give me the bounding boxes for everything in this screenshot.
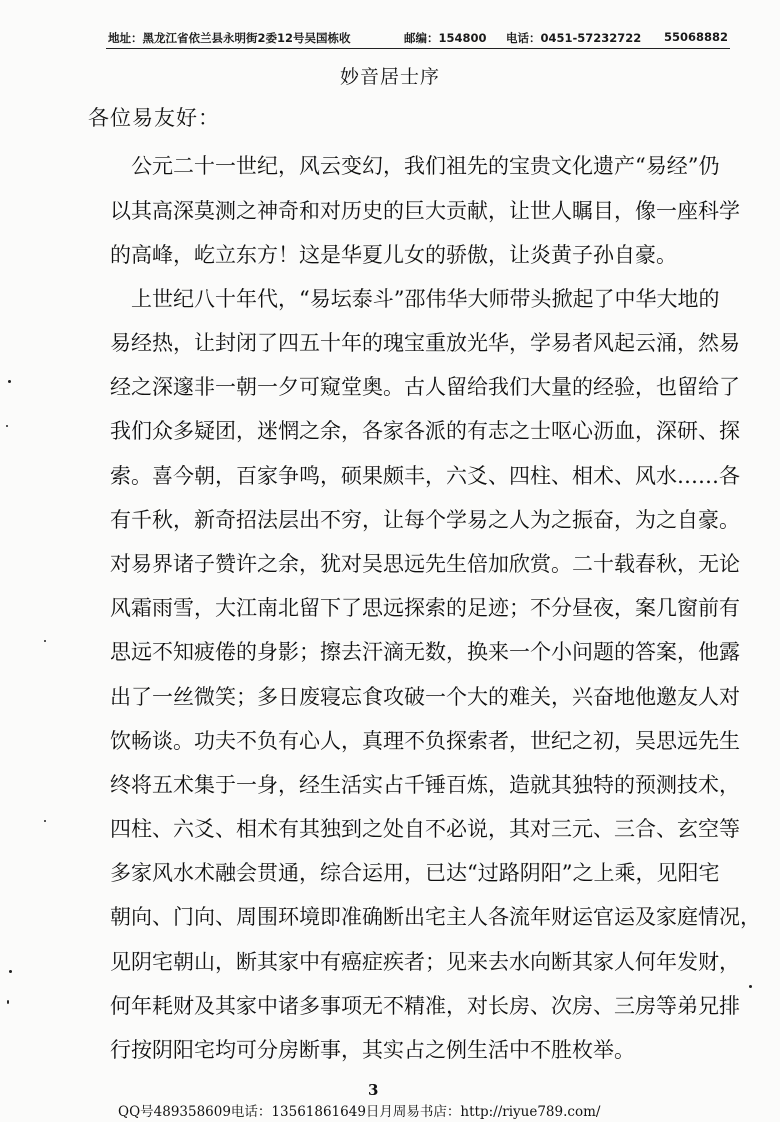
page-number: 3: [368, 1081, 379, 1099]
page-title: 妙音居士序: [339, 66, 440, 88]
body-line: 的高峰，屹立东方！这是华夏儿女的骄傲，让炎黄子孙自豪。: [110, 243, 677, 267]
header-phone: 电话：0451-57232722: [506, 31, 642, 45]
footer-watermark: QQ号489358609电话：13561861649日月周易书店：http://riyue789.com/: [118, 1104, 601, 1120]
scan-speck: [44, 640, 46, 642]
scan-speck: [8, 380, 11, 383]
body-line: 有千秋，新奇招法层出不穷，让每个学易之人为之振奋，为之自豪。: [110, 508, 740, 532]
scan-speck: [9, 970, 12, 973]
body-line: 以其高深莫测之神奇和对历史的巨大贡献，让世人瞩目，像一座科学: [110, 199, 740, 223]
body-line: 见阴宅朝山，断其家中有癌症疾者；见来去水向断其家人何年发财，: [110, 950, 740, 974]
header-address: 地址：黑龙江省依兰县永明街2委12号吴国栋收: [108, 31, 351, 45]
body-line: 思远不知疲倦的身影；擦去汗滴无数，换来一个小问题的答案，他露: [110, 640, 740, 664]
body-line: 终将五术集于一身，经生活实占千锤百炼，造就其独特的预测技术，: [110, 773, 740, 797]
header-divider: [106, 48, 730, 49]
body-line: 经之深邃非一朝一夕可窥堂奥。古人留给我们大量的经验，也留给了: [110, 375, 740, 399]
body-line: 出了一丝微笑；多日废寝忘食攻破一个大的难关，兴奋地他邀友人对: [110, 685, 740, 709]
scan-speck: [44, 820, 46, 822]
body-line: 饮畅谈。功夫不负有心人，真理不负探索者，世纪之初，吴思远先生: [110, 729, 740, 753]
body-line: 易经热，让封闭了四五十年的瑰宝重放光华，学易者风起云涌，然易: [110, 331, 740, 355]
scan-speck: [7, 1000, 9, 1004]
scan-speck: [749, 985, 752, 988]
body-line: 朝向、门向、周围环境即准确断出宅主人各流年财运官运及家庭情况，: [110, 905, 761, 929]
header-postcode: 邮编：154800: [404, 31, 487, 45]
body-line: 我们众多疑团，迷惘之余，各家各派的有志之士呕心沥血，深研、探: [110, 419, 740, 443]
body-line: 上世纪八十年代，“易坛泰斗”邵伟华大师带头掀起了中华大地的: [110, 287, 720, 311]
header-phone-secondary: 55068882: [664, 30, 729, 44]
letterhead: [108, 30, 728, 50]
body-line: 多家风水术融会贯通，综合运用，已达“过路阴阳”之上乘，见阳宅: [110, 861, 720, 885]
body-line: 公元二十一世纪，风云变幻，我们祖先的宝贵文化遗产“易经”仍: [110, 154, 720, 178]
body-line: 风霜雨雪，大江南北留下了思远探索的足迹；不分昼夜，案几窗前有: [110, 596, 740, 620]
body-line: 对易界诸子赞许之余，犹对吴思远先生倍加欣赏。二十载春秋，无论: [110, 552, 740, 576]
body-line: 行按阴阳宅均可分房断事，其实占之例生活中不胜枚举。: [110, 1038, 635, 1062]
body-line: 何年耗财及其家中诸多事项无不精准，对长房、次房、三房等弟兄排: [110, 994, 740, 1018]
scan-speck: [6, 425, 8, 427]
body-line: 索。喜今朝，百家争鸣，硕果颇丰，六爻、四柱、相术、风水……各: [110, 464, 740, 488]
salutation: 各位易友好：: [88, 106, 220, 130]
body-line: 四柱、六爻、相术有其独到之处自不必说，其对三元、三合、玄空等: [110, 817, 740, 841]
